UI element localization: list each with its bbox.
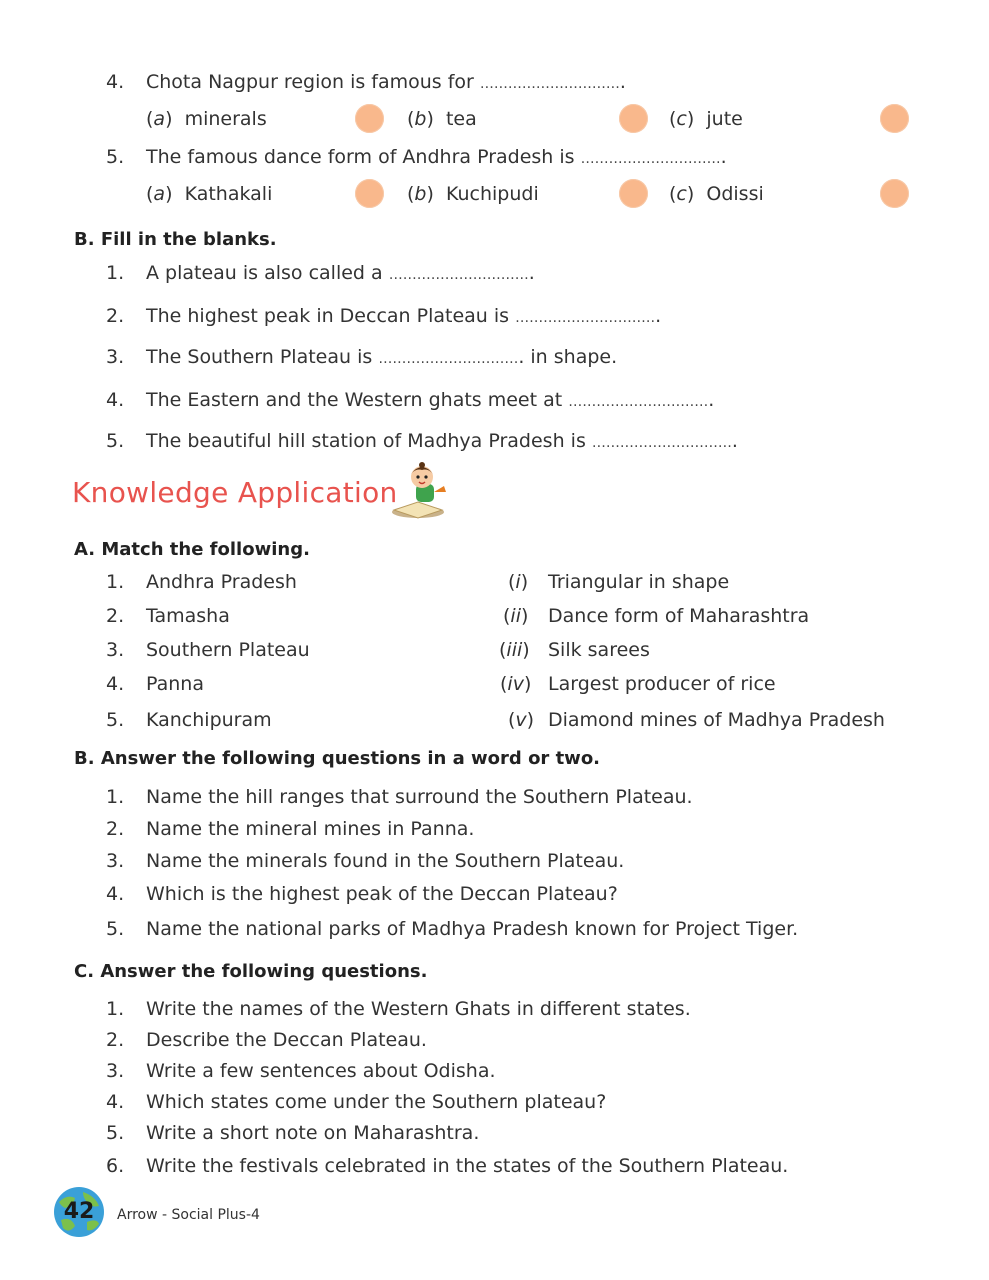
answer-bubble[interactable] [355, 104, 384, 133]
question-text: Write the festivals celebrated in the states of the Southern Plateau. [146, 1155, 789, 1177]
answer-blank[interactable]: ………………………… [479, 76, 620, 92]
match-right-numeral: (i) [508, 571, 529, 593]
question-number: 6. [106, 1155, 125, 1177]
section-heading: B. Answer the following questions in a word or two. [74, 748, 601, 769]
match-left-item[interactable]: Kanchipuram [146, 709, 272, 731]
answer-bubble[interactable] [880, 179, 909, 208]
match-right-item[interactable]: Largest producer of rice [548, 673, 776, 695]
question-text: Which states come under the Southern plateau? [146, 1091, 607, 1113]
question-text: Name the minerals found in the Southern Plateau. [146, 850, 625, 872]
answer-bubble[interactable] [355, 179, 384, 208]
question-number: 1. [106, 786, 125, 808]
question-number: 5. [106, 146, 125, 168]
boy-reading-book-icon [388, 462, 448, 520]
match-left-item[interactable]: Andhra Pradesh [146, 571, 297, 593]
question-text: Describe the Deccan Plateau. [146, 1029, 427, 1051]
fill-blank-item: A plateau is also called a …………………………. [146, 262, 535, 284]
question-text: Name the hill ranges that surround the Southern Plateau. [146, 786, 693, 808]
match-right-item[interactable]: Dance form of Maharashtra [548, 605, 810, 627]
question-number: 5. [106, 918, 125, 940]
question-number: 4. [106, 389, 125, 411]
section-heading: A. Match the following. [74, 539, 310, 560]
match-right-item[interactable]: Diamond mines of Madhya Pradesh [548, 709, 885, 731]
question-number: 4. [106, 71, 125, 93]
answer-blank[interactable]: ………………………… [388, 267, 529, 283]
question-text: Chota Nagpur region is famous for …………………………. [146, 71, 626, 93]
match-right-numeral: (iii) [499, 639, 530, 661]
match-right-numeral: (iv) [500, 673, 532, 695]
option-b: (b) Kuchipudi [407, 183, 539, 205]
section-title: Knowledge Application [72, 476, 398, 509]
match-left-item[interactable]: Panna [146, 673, 204, 695]
section-heading: C. Answer the following questions. [74, 961, 428, 982]
option-c: (c) Odissi [669, 183, 764, 205]
answer-blank[interactable]: ………………………… [591, 435, 732, 451]
option-a: (a) minerals [146, 108, 267, 130]
page-number: 42 [63, 1199, 95, 1224]
match-left-number: 4. [106, 673, 125, 695]
match-right-numeral: (v) [508, 709, 535, 731]
match-left-number: 1. [106, 571, 125, 593]
option-a: (a) Kathakali [146, 183, 273, 205]
match-right-numeral: (ii) [503, 605, 529, 627]
question-number: 1. [106, 262, 125, 284]
match-right-item[interactable]: Silk sarees [548, 639, 650, 661]
answer-bubble[interactable] [619, 179, 648, 208]
question-text: Which is the highest peak of the Deccan Plateau? [146, 883, 618, 905]
question-number: 5. [106, 430, 125, 452]
question-text: Write a few sentences about Odisha. [146, 1060, 496, 1082]
question-number: 2. [106, 1029, 125, 1051]
match-right-item[interactable]: Triangular in shape [548, 571, 730, 593]
question-text: The famous dance form of Andhra Pradesh is …………………………. [146, 146, 727, 168]
question-number: 2. [106, 818, 125, 840]
question-number: 5. [106, 1122, 125, 1144]
fill-blank-item: The beautiful hill station of Madhya Pradesh is …………………………. [146, 430, 738, 452]
answer-bubble[interactable] [619, 104, 648, 133]
fill-blank-item: The Eastern and the Western ghats meet at …………………………. [146, 389, 715, 411]
answer-blank[interactable]: ………………………… [580, 151, 721, 167]
fill-blank-item: The Southern Plateau is …………………………. in shape. [146, 346, 618, 368]
fill-blank-item: The highest peak in Deccan Plateau is …………………………. [146, 305, 662, 327]
option-c: (c) jute [669, 108, 743, 130]
section-heading: B. Fill in the blanks. [74, 229, 277, 250]
question-number: 3. [106, 1060, 125, 1082]
question-text: Write a short note on Maharashtra. [146, 1122, 480, 1144]
book-title: Arrow - Social Plus-4 [117, 1207, 260, 1223]
question-number: 3. [106, 346, 125, 368]
match-left-item[interactable]: Southern Plateau [146, 639, 310, 661]
match-left-item[interactable]: Tamasha [146, 605, 230, 627]
question-number: 4. [106, 1091, 125, 1113]
match-left-number: 5. [106, 709, 125, 731]
option-b: (b) tea [407, 108, 477, 130]
answer-bubble[interactable] [880, 104, 909, 133]
question-text: Name the mineral mines in Panna. [146, 818, 475, 840]
question-number: 4. [106, 883, 125, 905]
question-number: 1. [106, 998, 125, 1020]
answer-blank[interactable]: ………………………… [568, 394, 709, 410]
answer-blank[interactable]: ………………………… [378, 351, 519, 367]
question-number: 3. [106, 850, 125, 872]
question-number: 2. [106, 305, 125, 327]
match-left-number: 3. [106, 639, 125, 661]
question-text: Name the national parks of Madhya Pradesh known for Project Tiger. [146, 918, 799, 940]
answer-blank[interactable]: ………………………… [515, 310, 656, 326]
match-left-number: 2. [106, 605, 125, 627]
question-text: Write the names of the Western Ghats in different states. [146, 998, 691, 1020]
